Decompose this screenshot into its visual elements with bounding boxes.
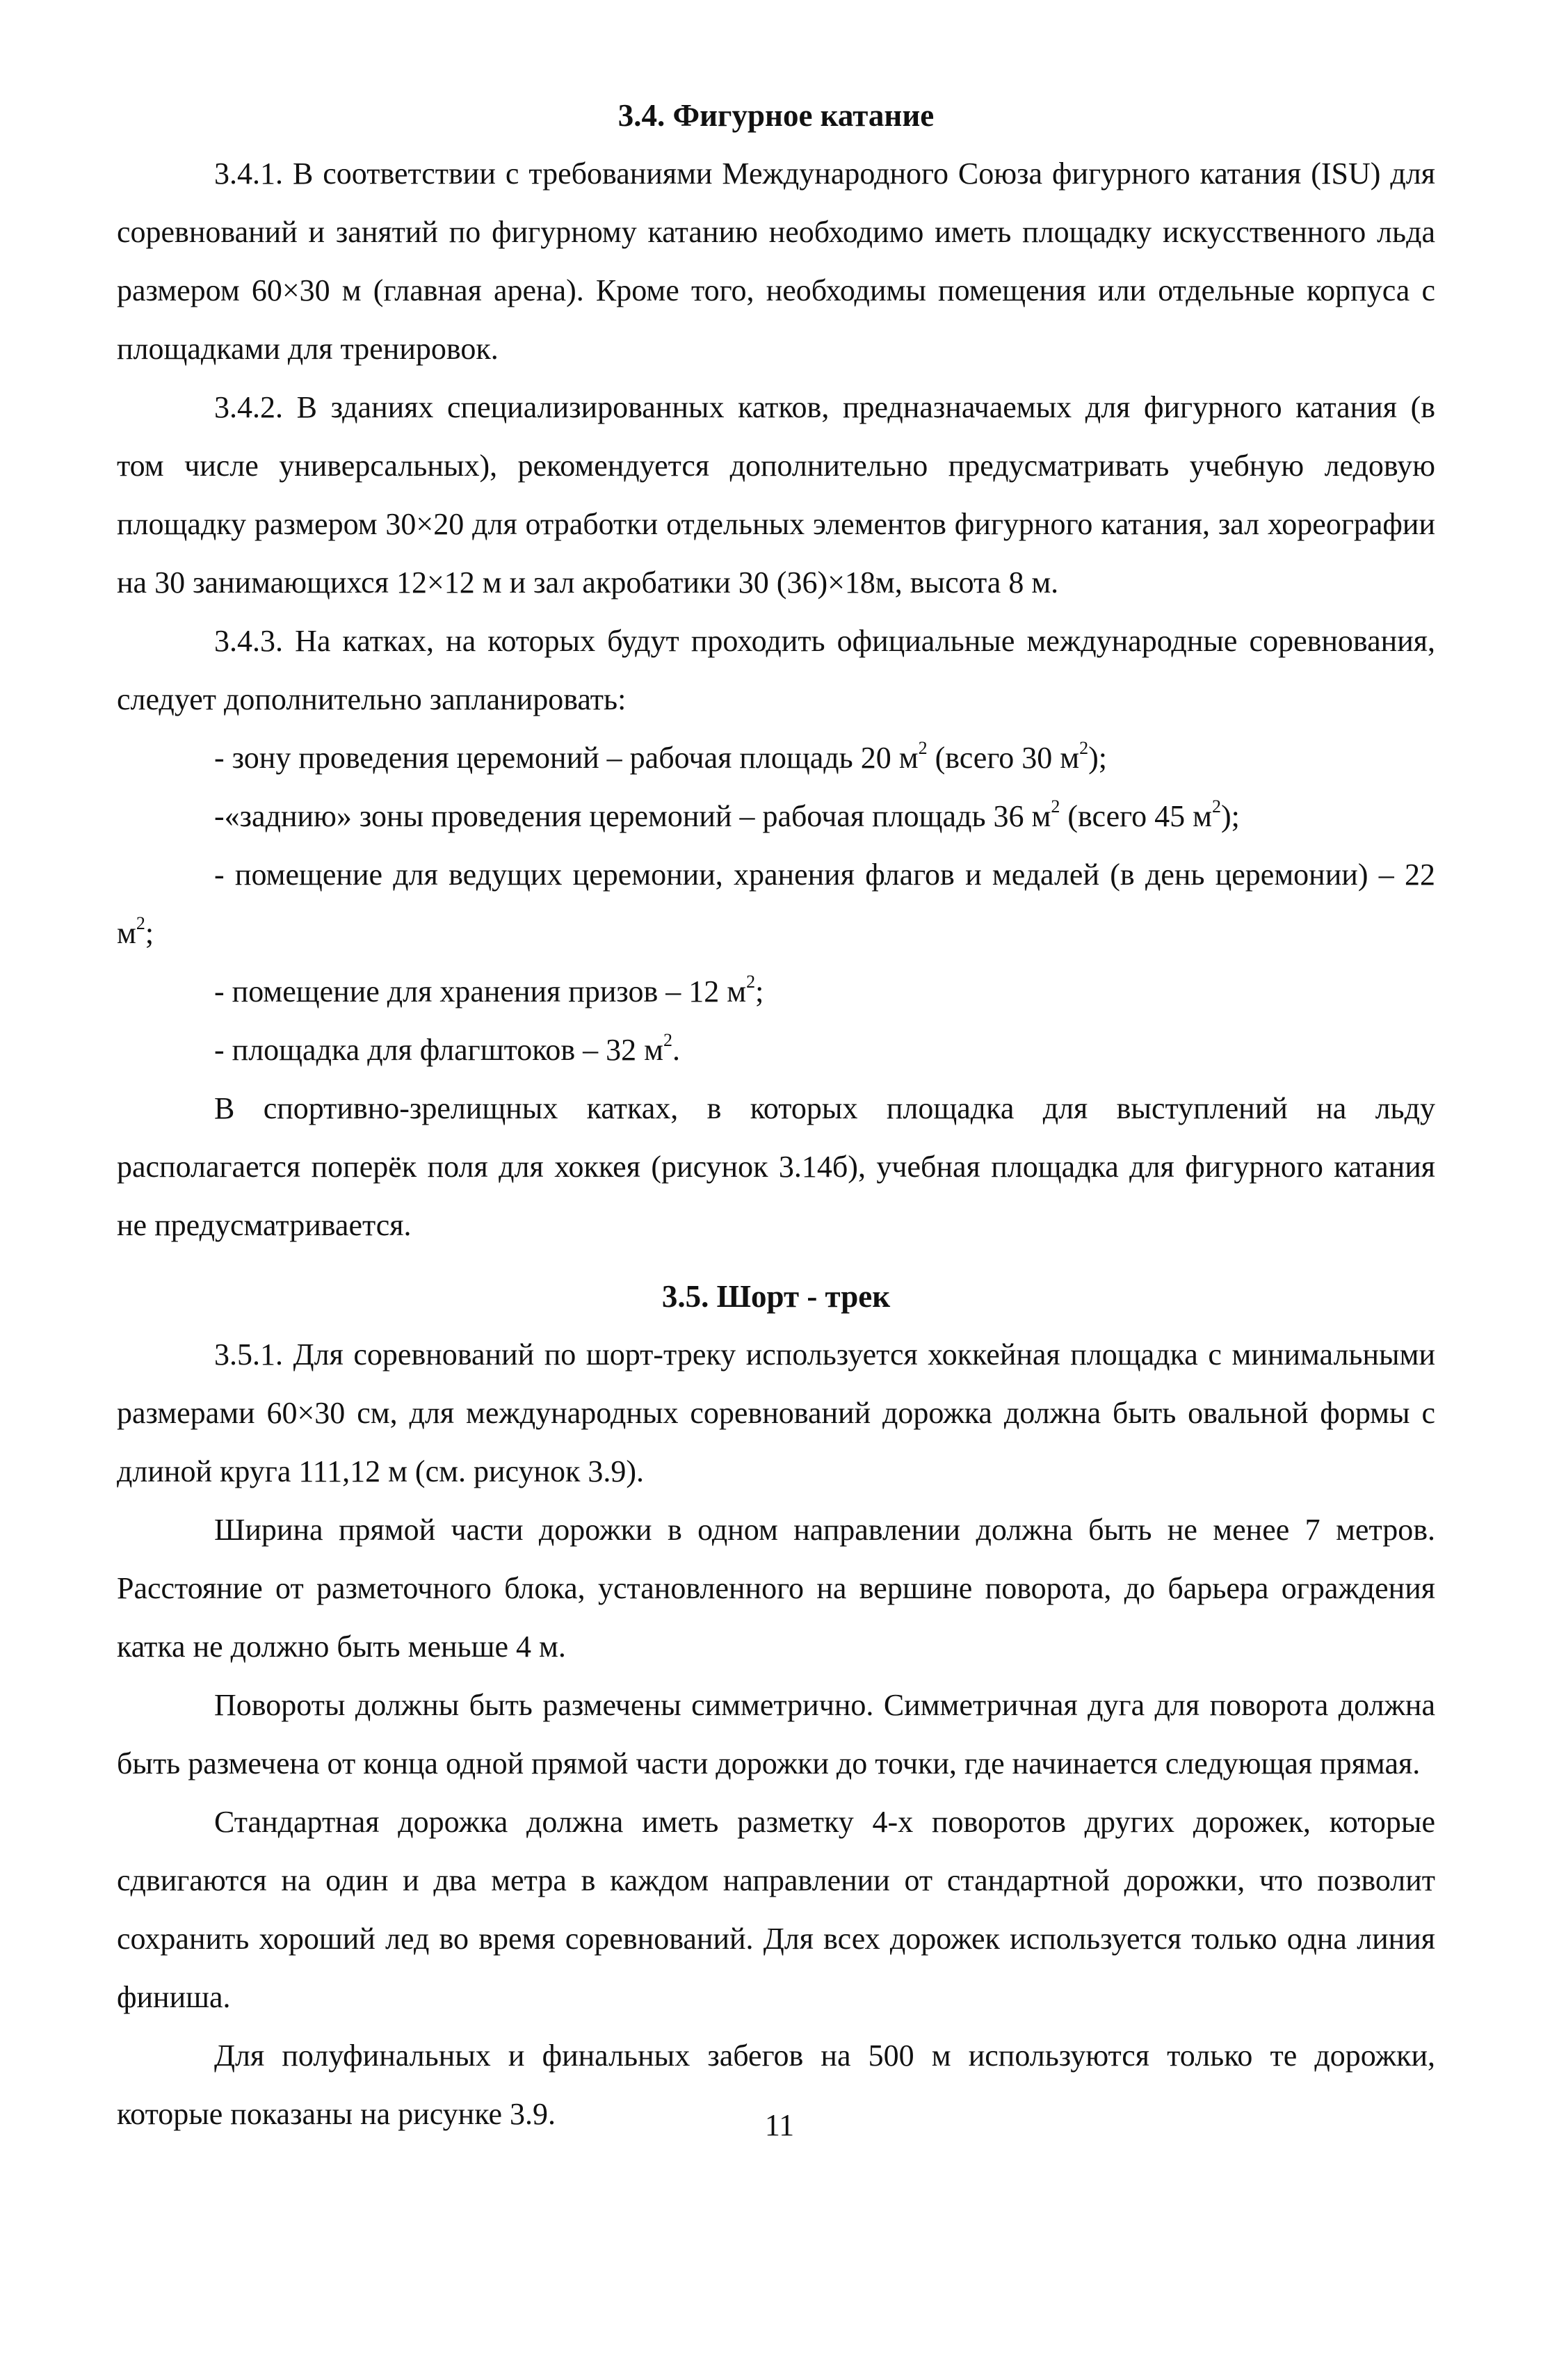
list-item-ceremony-zone: - зону проведения церемоний – рабочая площадь 20 $м^2$ (всего 30 $м^2$);: [214, 738, 1108, 775]
paragraph-standard-track: Стандартная дорожка должна иметь разметку 4-х поворотов других дорожек, которые сдвигаются на один и два метра в каждом направлении от стандартной дорожки, что позволит сохранить хороший лед во время соревнований. Для всех дорожек используется только одна линия финиша.: [117, 1805, 1435, 2014]
paragraph-semifinal-final: Для полуфинальных и финальных забегов на 500 м используются только те дорожки, которые показаны на рисунке 3.9.: [117, 2039, 1435, 2131]
section-3-5-body: [117, 1326, 1435, 2144]
list-item-hosts-room: - помещение для ведущих церемонии, хранения флагов и медалей (в день церемонии) – 22 $м^2$;: [117, 858, 1435, 950]
paragraph-3-4-2: 3.4.2. В зданиях специализированных катков, предназначаемых для фигурного катания (в том числе универсальных), рекомендуется дополнительно предусматривать учебную ледовую площадку размером 30×20 для отработки отдельных элементов фигурного катания, зал хореографии на 30 занимающихся 12×12 м и зал акробатики 30 (36)×18м, высота 8 м.: [117, 390, 1435, 600]
paragraph-spectator-rinks: В спортивно-зрелищных катках, в которых площадка для выступлений на льду располагается поперёк поля для хоккея (рисунок 3.14б), учебная площадка для фигурного катания не предусматривается.: [117, 1091, 1435, 1242]
paragraph-track-width: Ширина прямой части дорожки в одном направлении должна быть не менее 7 метров. Расстояние от разметочного блока, установленного на вершине поворота, до барьера ограждения катка не должно быть меньше 4 м.: [117, 1513, 1435, 1664]
section-heading-3-4: 3.4. Фигурное катание: [617, 98, 935, 133]
section-heading-3-5: 3.5. Шорт - трек: [661, 1279, 891, 1314]
paragraph-3-4-3: 3.4.3. На катках, на которых будут проходить официальные международные соревнования, следует дополнительно запланировать:: [117, 624, 1435, 716]
list-item-backstage-zone: -«заднию» зоны проведения церемоний – рабочая площадь 36 $м^2$ (всего 45 $м^2$);: [214, 796, 1240, 833]
paragraph-turns: Повороты должны быть размечены симметрично. Симметричная дуга для поворота должна быть размечена от конца одной прямой части дорожки до точки, где начинается следующая прямая.: [117, 1688, 1435, 1780]
list-item-prizes-room: - помещение для хранения призов – 12 $м^2$;: [214, 972, 764, 1008]
page-number: 11: [764, 2108, 795, 2142]
list-item-flagpoles: - площадка для флагштоков – 32 $м^2$.: [214, 1030, 681, 1067]
section-3-4-body: [117, 145, 1435, 1255]
paragraph-3-5-1: 3.5.1. Для соревнований по шорт-треку используется хоккейная площадка с минимальными размерами 60×30 см, для международных соревнований дорожка должна быть овальной формы с длиной круга 111,12 м (см. рисунок 3.9).: [117, 1337, 1435, 1488]
paragraph-3-4-1: 3.4.1. В соответствии с требованиями Международного Союза фигурного катания (ISU) для соревнований и занятий по фигурному катанию необходимо иметь площадку искусственного льда размером 60×30 м (главная арена). Кроме того, необходимы помещения или отдельные корпуса с площадками для тренировок.: [117, 156, 1435, 366]
